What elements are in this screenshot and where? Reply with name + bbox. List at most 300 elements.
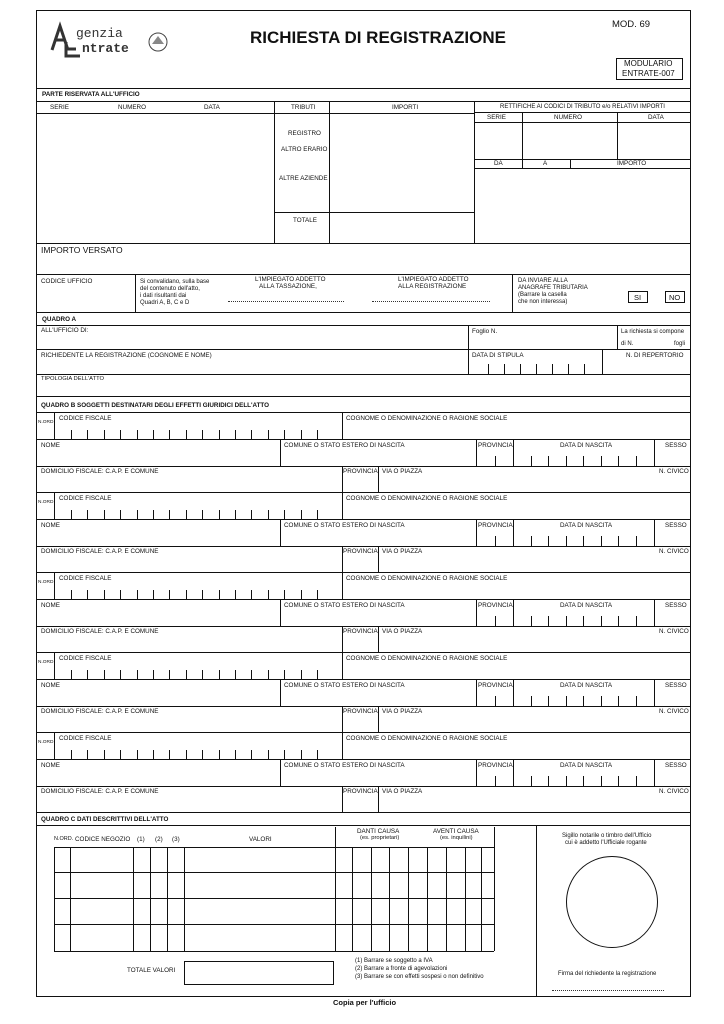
c-col-line — [389, 847, 390, 951]
subject-4-cf-tick[interactable] — [202, 670, 203, 679]
subject-5-cf-tick[interactable] — [251, 750, 252, 759]
subject-1-cf-tick[interactable] — [284, 430, 285, 439]
modulario-label: MODULARIO — [624, 59, 673, 68]
impiegato-registrazione-2: ALLA REGISTRAZIONE — [398, 283, 467, 290]
signature-line-registrazione[interactable] — [372, 301, 490, 302]
c-col-line — [408, 847, 409, 951]
col-tributi: TRIBUTI — [291, 104, 316, 111]
subject-3-cf-tick[interactable] — [120, 590, 121, 599]
subject-4-date-tick[interactable] — [636, 696, 637, 706]
subject-4-cf-tick[interactable] — [186, 670, 187, 679]
tributi-altro-erario: ALTRO ERARIO — [281, 146, 328, 153]
subject-2-sesso-label: SESSO — [665, 522, 687, 529]
subject-2-date-tick[interactable] — [548, 536, 549, 546]
subject-5-cognome-label: COGNOME O DENOMINAZIONE O RAGIONE SOCIALE — [346, 735, 508, 742]
subject-1-cf-tick[interactable] — [301, 430, 302, 439]
aventi-causa-label: AVENTI CAUSA — [433, 828, 479, 835]
firma-label: Firma del richiedente la registrazione — [558, 971, 657, 977]
subject-4-cf-tick[interactable] — [137, 670, 138, 679]
subject-2-cf-tick[interactable] — [186, 510, 187, 519]
si-label: SI — [634, 293, 642, 302]
anagrafe-2: ANAGRAFE TRIBUTARIA — [518, 285, 588, 291]
subject-3-sesso-label: SESSO — [665, 602, 687, 609]
subject-2-via-label: VIA O PIAZZA — [382, 548, 423, 555]
subject-3-comune-divider — [476, 599, 477, 626]
subject-1-date-tick[interactable] — [636, 456, 637, 466]
subject-4-date-tick[interactable] — [583, 696, 584, 706]
subject-2-cf-tick[interactable] — [219, 510, 220, 519]
subject-4-cf-tick[interactable] — [71, 670, 72, 679]
subject-1-date-tick[interactable] — [531, 456, 532, 466]
subject-1-cf-tick[interactable] — [137, 430, 138, 439]
subject-3-cf-tick[interactable] — [186, 590, 187, 599]
subject-4-cf-tick[interactable] — [301, 670, 302, 679]
subject-2-cf-tick[interactable] — [301, 510, 302, 519]
subject-1-cf-tick[interactable] — [219, 430, 220, 439]
subject-5-nord-divider — [54, 732, 55, 759]
subject-5-mid-line-2 — [36, 786, 691, 787]
subject-2-cf-tick[interactable] — [87, 510, 88, 519]
signature-line-tassazione[interactable] — [228, 301, 344, 302]
subject-1-mid-line-1 — [36, 439, 691, 440]
subject-1-cognome-label: COGNOME O DENOMINAZIONE O RAGIONE SOCIALE — [346, 415, 508, 422]
subject-4-date-tick[interactable] — [531, 696, 532, 706]
subject-1-nord-divider — [54, 412, 55, 439]
subject-2-cf-tick[interactable] — [153, 510, 154, 519]
subject-1-cf-tick[interactable] — [104, 430, 105, 439]
data-stipula-ticks[interactable] — [468, 364, 602, 374]
c-col-line — [352, 847, 353, 951]
subject-5-via-label: VIA O PIAZZA — [382, 788, 423, 795]
subject-3-nord-divider — [54, 572, 55, 599]
importo-versato-label: IMPORTO VERSATO — [41, 245, 123, 255]
subject-2-cf-tick[interactable] — [251, 510, 252, 519]
subject-4-cf-tick[interactable] — [235, 670, 236, 679]
subject-4-cf-tick[interactable] — [120, 670, 121, 679]
subject-1-cf-tick[interactable] — [87, 430, 88, 439]
subject-3-cf-tick[interactable] — [153, 590, 154, 599]
subject-1-cf-tick[interactable] — [71, 430, 72, 439]
subject-5-data-divider — [654, 759, 655, 786]
subject-4-cf-tick[interactable] — [169, 670, 170, 679]
subject-2-date-tick[interactable] — [531, 536, 532, 546]
rettifiche-a: A — [543, 160, 548, 167]
subject-4-cf-tick[interactable] — [251, 670, 252, 679]
subject-3-date-tick[interactable] — [583, 616, 584, 626]
subject-3-top-line — [36, 572, 691, 573]
subject-3-date-tick[interactable] — [548, 616, 549, 626]
subject-5-cf-tick[interactable] — [120, 750, 121, 759]
fogli-label: fogli — [674, 341, 686, 347]
subject-5-cf-tick[interactable] — [219, 750, 220, 759]
subject-5-date-tick[interactable] — [495, 776, 496, 786]
subject-2-cf-tick[interactable] — [268, 510, 269, 519]
subject-2-date-tick[interactable] — [583, 536, 584, 546]
subject-4-cf-tick[interactable] — [317, 670, 318, 679]
subject-2-top-line — [36, 492, 691, 493]
subject-3-codice-fiscale-label: CODICE FISCALE — [59, 575, 112, 582]
subject-5-top-line — [36, 732, 691, 733]
subject-4-nord-divider — [54, 652, 55, 679]
subject-4-domicilio-label: DOMICILIO FISCALE: C.A.P. E COMUNE — [41, 708, 159, 715]
subject-4-date-tick[interactable] — [566, 696, 567, 706]
di-n-label: di N. — [621, 341, 634, 347]
col-serie: SERIE — [50, 104, 69, 111]
subject-2-nord-divider — [54, 492, 55, 519]
subject-1-provincia-label: PROVINCIA — [478, 442, 513, 449]
c-col-line — [150, 847, 151, 951]
subject-4-cognome-label: COGNOME O DENOMINAZIONE O RAGIONE SOCIALE — [346, 655, 508, 662]
subject-2-provincia-label: PROVINCIA — [478, 522, 513, 529]
subject-2-data-nascita-label: DATA DI NASCITA — [560, 522, 613, 529]
subject-2-comune-divider — [476, 519, 477, 546]
richiesta-label: La richiesta si compone — [621, 329, 685, 335]
c-col-line — [167, 847, 168, 951]
subject-1-nome-label: NOME — [41, 442, 60, 449]
seal-circle — [566, 856, 658, 948]
subject-4-top-line — [36, 652, 691, 653]
modulario-code: ENTRATE-007 — [622, 69, 675, 78]
subject-2-cf-divider — [342, 492, 343, 519]
aventi-causa-sub: (es. inquilini) — [440, 835, 473, 841]
rettifiche-title: RETTIFICHE AI CODICI DI TRIBUTO e/o RELATIVI IMPORTI — [500, 104, 665, 110]
subject-2-cf-tick[interactable] — [235, 510, 236, 519]
subject-2-nord-label: N.ORD. — [38, 500, 55, 505]
c-col-line — [133, 847, 134, 951]
subject-1-cf-tick[interactable] — [153, 430, 154, 439]
subject-3-data-nascita-label: DATA DI NASCITA — [560, 602, 613, 609]
logo-line-2: ntrate — [82, 41, 129, 56]
note-1: (1) Barrare se soggetto a IVA — [355, 958, 433, 964]
col-importi: IMPORTI — [392, 104, 419, 111]
subject-5-date-tick[interactable] — [566, 776, 567, 786]
subject-3-date-tick[interactable] — [636, 616, 637, 626]
impiegato-tassazione-2: ALLA TASSAZIONE, — [259, 283, 317, 290]
totale-valori-box[interactable] — [184, 961, 334, 985]
subject-4-nome-label: NOME — [41, 682, 60, 689]
subject-1-cf-tick[interactable] — [235, 430, 236, 439]
all-ufficio-label: ALL'UFFICIO DI: — [41, 327, 89, 334]
subject-5-date-tick[interactable] — [531, 776, 532, 786]
c-row-line — [54, 924, 494, 925]
convalidano-3: i dati risultanti dai — [140, 293, 187, 299]
c-col-line — [371, 847, 372, 951]
c-header-divider — [335, 827, 336, 847]
subject-1-cf-tick[interactable] — [186, 430, 187, 439]
subject-5-cf-tick[interactable] — [301, 750, 302, 759]
subject-2-cf-tick[interactable] — [137, 510, 138, 519]
subject-3-date-tick[interactable] — [618, 616, 619, 626]
subject-2-cf-tick[interactable] — [104, 510, 105, 519]
subject-4-cf-tick[interactable] — [268, 670, 269, 679]
subject-3-cf-tick[interactable] — [169, 590, 170, 599]
note-2: (2) Barrare a fronte di agevolazioni — [355, 966, 448, 972]
quadro-b-title: QUADRO B SOGGETTI DESTINATARI DEGLI EFFETTI GIURIDICI DELL'ATTO — [41, 402, 270, 409]
subject-2-date-tick[interactable] — [618, 536, 619, 546]
subject-5-mid-line-1 — [36, 759, 691, 760]
subject-3-cf-divider — [342, 572, 343, 599]
c-col-line — [427, 847, 428, 951]
subject-5-sesso-label: SESSO — [665, 762, 687, 769]
subject-3-cf-tick[interactable] — [104, 590, 105, 599]
subject-2-mid-line-2 — [36, 546, 691, 547]
subject-2-via-divider — [378, 546, 379, 572]
subject-5-cf-tick[interactable] — [104, 750, 105, 759]
subject-4-date-tick[interactable] — [601, 696, 602, 706]
subject-4-cf-tick[interactable] — [219, 670, 220, 679]
subject-3-cf-tick[interactable] — [268, 590, 269, 599]
subject-4-comune-divider — [476, 679, 477, 706]
subject-3-date-tick[interactable] — [531, 616, 532, 626]
subject-4-cf-tick[interactable] — [104, 670, 105, 679]
subject-2-provincia-divider — [513, 519, 514, 546]
tipologia-label: TIPOLOGIA DELL'ATTO — [41, 376, 105, 382]
subject-4-date-tick[interactable] — [618, 696, 619, 706]
subject-1-date-tick[interactable] — [566, 456, 567, 466]
subject-1-cf-tick[interactable] — [202, 430, 203, 439]
subject-4-cf-tick[interactable] — [284, 670, 285, 679]
subject-1-nord-label: N.ORD. — [38, 420, 55, 425]
c-col-line — [494, 847, 495, 951]
subject-1-civico-label: N. CIVICO — [659, 468, 689, 475]
c-col-line — [184, 847, 185, 951]
no-label: NO — [669, 293, 681, 302]
subject-4-sesso-label: SESSO — [665, 682, 687, 689]
subject-5-nome-label: NOME — [41, 762, 60, 769]
subject-5-cf-tick[interactable] — [153, 750, 154, 759]
subject-3-cf-tick[interactable] — [284, 590, 285, 599]
subject-2-date-tick[interactable] — [495, 536, 496, 546]
subject-3-cf-tick[interactable] — [87, 590, 88, 599]
subject-5-cf-divider — [342, 732, 343, 759]
footer-copy-label: Copia per l'ufficio — [333, 998, 397, 1007]
subject-1-top-line — [36, 412, 691, 413]
subject-4-codice-fiscale-label: CODICE FISCALE — [59, 655, 112, 662]
subject-1-mid-line-2 — [36, 466, 691, 467]
rettifiche-serie: SERIE — [487, 114, 506, 121]
subject-5-cf-tick[interactable] — [137, 750, 138, 759]
subject-4-mid-line-1 — [36, 679, 691, 680]
subject-5-date-tick[interactable] — [618, 776, 619, 786]
subject-3-provincia-label: PROVINCIA — [478, 602, 513, 609]
firma-signature-line[interactable] — [552, 990, 664, 991]
subject-4-provincia-divider — [513, 679, 514, 706]
subject-2-nome-label: NOME — [41, 522, 60, 529]
subject-3-provincia-divider — [513, 599, 514, 626]
subject-3-cf-tick[interactable] — [251, 590, 252, 599]
subject-5-cf-tick[interactable] — [317, 750, 318, 759]
c-col-3: (3) — [172, 836, 180, 843]
agenzia-entrate-logo — [46, 20, 176, 60]
c-col-2: (2) — [155, 836, 163, 843]
subject-5-cf-tick[interactable] — [186, 750, 187, 759]
subject-1-codice-fiscale-label: CODICE FISCALE — [59, 415, 112, 422]
subject-1-date-tick[interactable] — [548, 456, 549, 466]
subject-4-date-tick[interactable] — [495, 696, 496, 706]
subject-1-via-divider — [378, 466, 379, 492]
subject-2-provincia-2-label: PROVINCIA — [343, 548, 378, 555]
subject-3-provincia-2-label: PROVINCIA — [343, 628, 378, 635]
subject-5-provincia-divider — [513, 759, 514, 786]
subject-2-cf-tick[interactable] — [120, 510, 121, 519]
subject-4-data-divider — [654, 679, 655, 706]
subject-4-nome-divider — [280, 679, 281, 706]
subject-5-provincia-label: PROVINCIA — [478, 762, 513, 769]
foglio-label: Foglio N. — [472, 328, 498, 335]
subject-4-civico-label: N. CIVICO — [659, 708, 689, 715]
subject-2-cf-tick[interactable] — [71, 510, 72, 519]
subject-3-date-tick[interactable] — [495, 616, 496, 626]
codice-ufficio-label: CODICE UFFICIO — [41, 278, 93, 285]
subject-3-cf-tick[interactable] — [235, 590, 236, 599]
subject-1-provincia-2-label: PROVINCIA — [343, 468, 378, 475]
subject-2-civico-label: N. CIVICO — [659, 548, 689, 555]
subject-5-provincia-2-label: PROVINCIA — [343, 788, 378, 795]
subject-3-via-label: VIA O PIAZZA — [382, 628, 423, 635]
subject-3-nome-divider — [280, 599, 281, 626]
subject-2-date-tick[interactable] — [601, 536, 602, 546]
subject-3-cognome-label: COGNOME O DENOMINAZIONE O RAGIONE SOCIALE — [346, 575, 508, 582]
c-nord-label: N.ORD. — [54, 836, 74, 842]
subject-3-cf-tick[interactable] — [317, 590, 318, 599]
subject-4-cf-tick[interactable] — [153, 670, 154, 679]
subject-5-date-tick[interactable] — [601, 776, 602, 786]
subject-3-cf-tick[interactable] — [137, 590, 138, 599]
subject-5-cf-tick[interactable] — [87, 750, 88, 759]
subject-3-date-tick[interactable] — [601, 616, 602, 626]
subject-3-domicilio-label: DOMICILIO FISCALE: C.A.P. E COMUNE — [41, 628, 159, 635]
subject-3-comune-label: COMUNE O STATO ESTERO DI NASCITA — [284, 602, 405, 609]
subject-2-codice-fiscale-label: CODICE FISCALE — [59, 495, 112, 502]
subject-1-sesso-label: SESSO — [665, 442, 687, 449]
subject-1-cf-tick[interactable] — [317, 430, 318, 439]
subject-4-cf-tick[interactable] — [87, 670, 88, 679]
c-col-line — [446, 847, 447, 951]
col-data: DATA — [204, 104, 220, 111]
convalidano-4: Quadri A, B, C e D — [140, 300, 190, 306]
subject-2-date-tick[interactable] — [566, 536, 567, 546]
subject-1-cf-tick[interactable] — [120, 430, 121, 439]
subject-2-comune-label: COMUNE O STATO ESTERO DI NASCITA — [284, 522, 405, 529]
data-stipula-label: DATA DI STIPULA — [472, 352, 524, 359]
subject-5-cf-tick[interactable] — [268, 750, 269, 759]
subject-3-nome-label: NOME — [41, 602, 60, 609]
impiegato-tassazione-1: L'IMPIEGATO ADDETTO — [255, 276, 326, 283]
subject-5-data-nascita-label: DATA DI NASCITA — [560, 762, 613, 769]
subject-1-cf-tick[interactable] — [169, 430, 170, 439]
quadro-a-title: QUADRO A — [42, 316, 77, 323]
anagrafe-1: DA INVIARE ALLA — [518, 278, 568, 284]
subject-2-cf-tick[interactable] — [284, 510, 285, 519]
subject-1-date-tick[interactable] — [583, 456, 584, 466]
subject-1-provincia-divider — [513, 439, 514, 466]
rettifiche-data: DATA — [648, 114, 664, 121]
subject-1-data-nascita-label: DATA DI NASCITA — [560, 442, 613, 449]
subject-5-date-tick[interactable] — [636, 776, 637, 786]
danti-causa-sub: (es. proprietari) — [360, 835, 400, 841]
valori-label: VALORI — [249, 836, 272, 843]
subject-1-via-label: VIA O PIAZZA — [382, 468, 423, 475]
subject-1-comune-divider — [476, 439, 477, 466]
subject-5-cf-tick[interactable] — [169, 750, 170, 759]
rettifiche-numero: NUMERO — [554, 114, 582, 121]
subject-3-cf-tick[interactable] — [71, 590, 72, 599]
subject-5-comune-divider — [476, 759, 477, 786]
subject-1-date-tick[interactable] — [495, 456, 496, 466]
subject-2-data-divider — [654, 519, 655, 546]
tributi-altre-aziende: ALTRE AZIENDE — [279, 175, 328, 182]
rettifiche-da: DA — [494, 160, 503, 167]
subject-2-cf-tick[interactable] — [169, 510, 170, 519]
logo-line-1: genzia — [76, 26, 123, 41]
subject-5-date-tick[interactable] — [583, 776, 584, 786]
impiegato-registrazione-1: L'IMPIEGATO ADDETTO — [398, 276, 469, 283]
subject-1-nome-divider — [280, 439, 281, 466]
subject-2-mid-line-1 — [36, 519, 691, 520]
page-title: RICHIESTA DI REGISTRAZIONE — [250, 28, 506, 47]
subject-2-cf-tick[interactable] — [317, 510, 318, 519]
sigillo-label-2: cui è addetto l'Ufficiale rogante — [565, 840, 647, 846]
subject-5-cf-tick[interactable] — [235, 750, 236, 759]
subject-2-cf-tick[interactable] — [202, 510, 203, 519]
section-ufficio-title: PARTE RISERVATA ALL'UFFICIO — [42, 91, 140, 98]
subject-2-cognome-label: COGNOME O DENOMINAZIONE O RAGIONE SOCIALE — [346, 495, 508, 502]
subject-5-date-tick[interactable] — [548, 776, 549, 786]
tributi-registro: REGISTRO — [288, 130, 321, 137]
subject-1-cf-divider — [342, 412, 343, 439]
richiedente-label: RICHIEDENTE LA REGISTRAZIONE (COGNOME E NOME) — [41, 352, 212, 359]
sigillo-label-1: Sigillo notarile o timbro dell'Ufficio — [562, 833, 652, 839]
convalidano-1: Si convalidano, sulla base — [140, 279, 210, 285]
c-col-line — [465, 847, 466, 951]
c-row-line — [54, 898, 494, 899]
subject-1-cf-tick[interactable] — [251, 430, 252, 439]
subject-1-data-divider — [654, 439, 655, 466]
subject-5-cf-tick[interactable] — [71, 750, 72, 759]
subject-4-via-label: VIA O PIAZZA — [382, 708, 423, 715]
subject-1-cf-tick[interactable] — [268, 430, 269, 439]
c-col-line — [335, 847, 336, 951]
c-col-line — [481, 847, 482, 951]
subject-4-nord-label: N.ORD. — [38, 660, 55, 665]
subject-5-cf-tick[interactable] — [202, 750, 203, 759]
subject-3-mid-line-2 — [36, 626, 691, 627]
subject-3-date-tick[interactable] — [566, 616, 567, 626]
subject-5-domicilio-label: DOMICILIO FISCALE: C.A.P. E COMUNE — [41, 788, 159, 795]
subject-5-cf-tick[interactable] — [284, 750, 285, 759]
subject-3-cf-tick[interactable] — [219, 590, 220, 599]
c-header-divider — [494, 827, 495, 847]
subject-5-codice-fiscale-label: CODICE FISCALE — [59, 735, 112, 742]
c-col-line — [54, 847, 55, 951]
subject-4-date-tick[interactable] — [548, 696, 549, 706]
convalidano-2: del contenuto dell'atto, — [140, 286, 200, 292]
c-col-1: (1) — [137, 836, 145, 843]
subject-4-data-nascita-label: DATA DI NASCITA — [560, 682, 613, 689]
subject-2-nome-divider — [280, 519, 281, 546]
n-repertorio-label: N. DI REPERTORIO — [626, 352, 684, 359]
subject-1-date-tick[interactable] — [601, 456, 602, 466]
subject-4-cf-divider — [342, 652, 343, 679]
subject-1-date-tick[interactable] — [618, 456, 619, 466]
subject-3-cf-tick[interactable] — [202, 590, 203, 599]
subject-5-nome-divider — [280, 759, 281, 786]
subject-3-civico-label: N. CIVICO — [659, 628, 689, 635]
subject-3-nord-label: N.ORD. — [38, 580, 55, 585]
subject-4-via-divider — [378, 706, 379, 732]
subject-2-date-tick[interactable] — [636, 536, 637, 546]
subject-3-cf-tick[interactable] — [301, 590, 302, 599]
